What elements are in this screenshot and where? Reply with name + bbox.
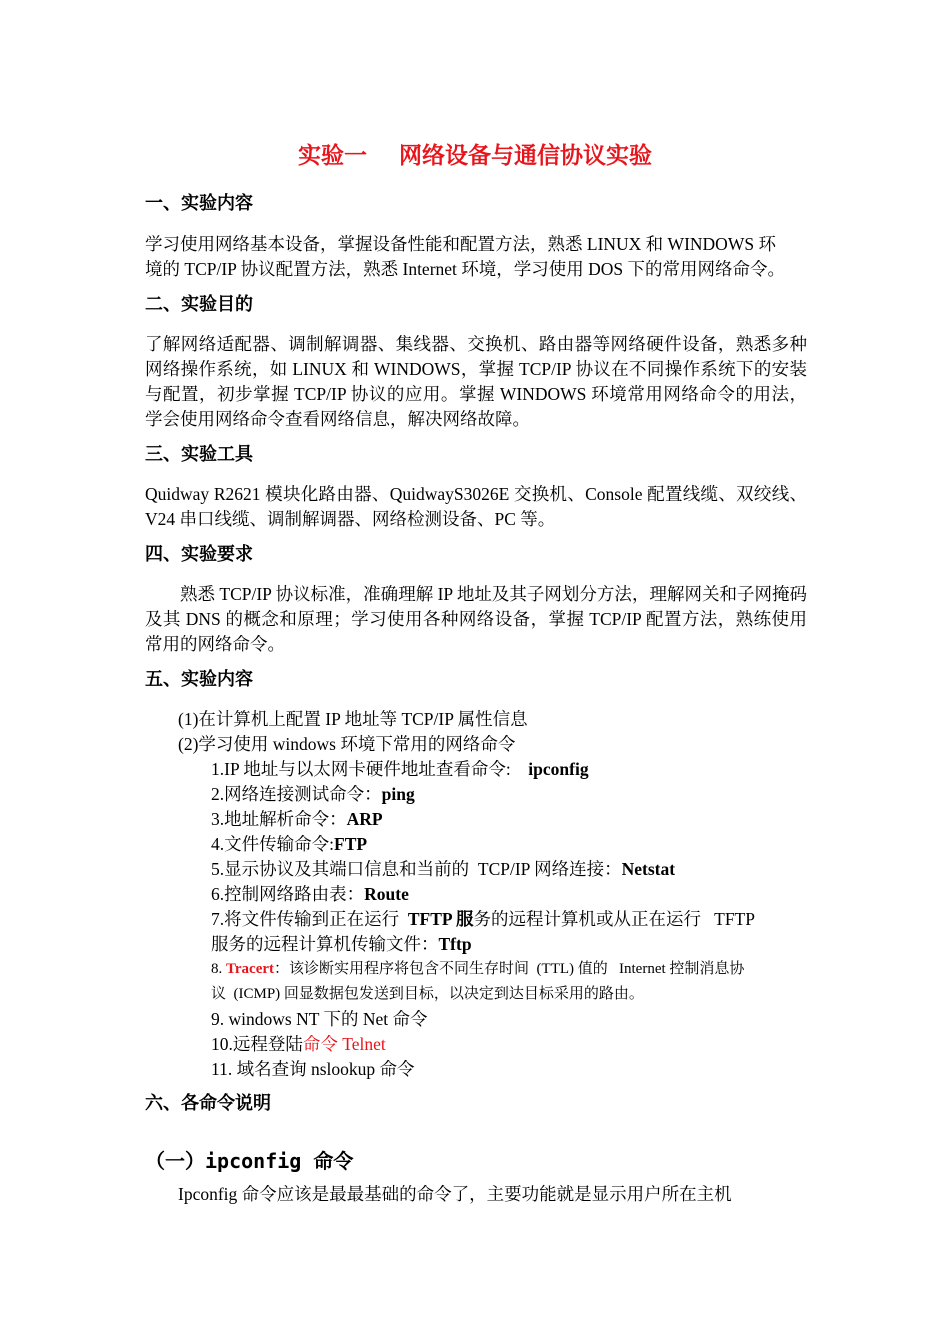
command-item-ftp <box>211 832 367 857</box>
command-item-tftp-line1 <box>211 907 755 932</box>
text-span: 3.地址解析命令： <box>211 809 347 829</box>
text-span: 4.文件传输命令: <box>211 834 334 854</box>
document-title: 实验一 网络设备与通信协议实验 <box>297 143 653 169</box>
text-span: 7.将文件传输到正在运行 <box>211 909 408 929</box>
section-heading-requirements: 四、实验要求 <box>145 544 253 565</box>
paragraph-purpose: 了解网络适配器、调制解调器、集线器、交换机、路由器等网络硬件设备，熟悉多种网络操作系统，如 LINUX 和 WINDOWS，掌握 TCP/IP 协议在不同操作系统下的安装与配置，初步掌握 TCP/IP 协议的应用。掌握 WINDOWS 环境常用网络命令的用法，学会使用网络命令查看网络信息，解决网络故障。 <box>145 334 807 429</box>
text-span: 6.控制网络路由表： <box>211 884 365 904</box>
list-item-2: (2)学习使用 windows 环境下常用的网络命令 <box>178 734 516 754</box>
text-span: 1.IP 地址与以太网卡硬件地址查看命令: <box>211 759 529 779</box>
text-span: Ipconfig 命令应该是最最基础的命令了，主要功能就是显示用户所在主机 <box>178 1184 732 1204</box>
section-heading-purpose: 二、实验目的 <box>145 294 253 315</box>
command-item-tftp-line2 <box>211 932 472 957</box>
text-span: 8. <box>211 961 226 977</box>
text-span: 服务的远程计算机传输文件： <box>211 934 439 954</box>
text-span: 5.显示协议及其端口信息和当前的 TCP/IP 网络连接： <box>211 859 622 879</box>
text-span: 学习使用网络基本设备，掌握设备性能和配置方法，熟悉 LINUX 和 WINDOWS 环 <box>145 234 776 254</box>
command-name: ipconfig <box>528 759 589 779</box>
text-span: 2.网络连接测试命令： <box>211 784 382 804</box>
subsection-heading-ipconfig: （一）ipconfig 命令 <box>145 1149 354 1173</box>
command-item-tracert-line2 <box>211 982 644 1007</box>
text-span: 10.远程登陆 <box>211 1034 303 1054</box>
text-span: 务的远程计算机或从正在运行 TFTP <box>473 909 755 929</box>
command-name: ping <box>381 784 415 804</box>
command-item-nslookup: 11. 域名查询 nslookup 命令 <box>211 1059 415 1079</box>
command-item-ipconfig <box>211 757 589 782</box>
section-heading-content: 一、实验内容 <box>145 193 253 214</box>
section-heading-tools: 三、实验工具 <box>145 444 253 465</box>
text-span: ：该诊断实用程序将包含不同生存时间 (TTL) 值的 Internet 控制消息协 <box>274 961 745 977</box>
command-item-tracert-line1 <box>211 957 744 982</box>
command-name: Tracert <box>226 961 275 977</box>
text-span: 议 (ICMP) 回显数据包发送到目标，以决定到达目标采用的路由。 <box>211 986 644 1002</box>
command-item-ping <box>211 782 415 807</box>
section-heading-experiment: 五、实验内容 <box>145 669 253 690</box>
text-span: 境的 TCP/IP 协议配置方法，熟悉 Internet 环境，学习使用 DOS 下的常用网络命令。 <box>145 259 786 279</box>
command-item-arp <box>211 807 383 832</box>
command-item-net: 9. windows NT 下的 Net 命令 <box>211 1009 428 1029</box>
command-item-telnet <box>211 1032 386 1057</box>
paragraph-content-line2 <box>145 257 785 282</box>
section-heading-commands: 六、各命令说明 <box>145 1093 271 1114</box>
paragraph-content-line1 <box>145 232 776 257</box>
command-name: Tftp <box>438 934 472 954</box>
text-span-bold: TFTP 服 <box>407 909 474 929</box>
command-name: Route <box>364 884 409 904</box>
command-name: ARP <box>346 809 383 829</box>
command-name: 命令 Telnet <box>302 1034 386 1054</box>
command-item-route <box>211 882 409 907</box>
paragraph-ipconfig <box>178 1182 732 1207</box>
list-item-1: (1)在计算机上配置 IP 地址等 TCP/IP 属性信息 <box>178 709 528 729</box>
command-name: FTP <box>334 834 368 854</box>
command-name: Netstat <box>621 859 676 879</box>
command-item-netstat <box>211 857 675 882</box>
paragraph-tools: Quidway R2621 模块化路由器、QuidwayS3026E 交换机、Console 配置线缆、双绞线、V24 串口线缆、调制解调器、网络检测设备、PC 等。 <box>145 484 807 529</box>
paragraph-requirements: 熟悉 TCP/IP 协议标准，准确理解 IP 地址及其子网划分方法，理解网关和子网掩码及其 DNS 的概念和原理；学习使用各种网络设备，掌握 TCP/IP 配置方法，熟练使用常用的网络命令。 <box>145 584 807 654</box>
